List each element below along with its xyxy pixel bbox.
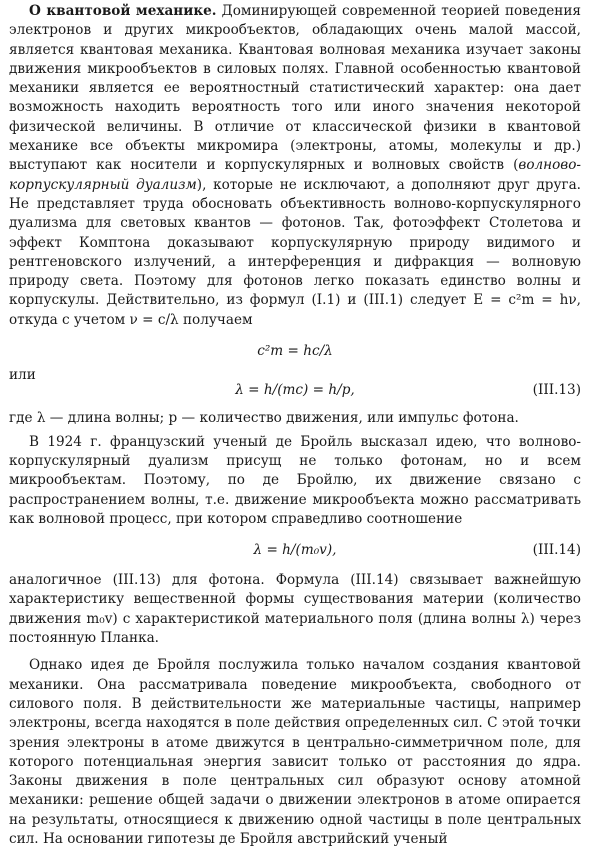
- formula-iii-14-expr: λ = h/(m₀v),: [253, 542, 337, 559]
- paragraph-analogous: аналогичное (III.13) для фотона. Формула (III.14) связывает важнейшую характеристику вещественной формы существования материи (количество движения m₀v) с характеристикой материального поля (длина волны λ) через постоянную Планка.: [9, 572, 581, 647]
- formula-c2m-expr: c²m = hc/λ: [257, 343, 333, 360]
- formula-c2m: [9, 336, 581, 366]
- paragraph-intro-text: Доминирующей современной теорией поведения электронов и других микрообъектов, обладающих очень малой массой, является квантовая механика. Квантовая волновая механика изучает законы движения микрообъектов в силовых полях. Главной особенностью квантовой механики является ее вероятностный статистический характер: она дает возможность находить вероятность того или иного значения некоторой физической величины. В отличие от классической физики в квантовой механике все объекты микромира (электроны, атомы, молекулы и др.) выступают как носители и корпускулярных и волновых свойств (: [9, 3, 582, 174]
- formula-iii-14: [9, 535, 581, 565]
- equation-number-iii-13: (III.13): [532, 382, 581, 399]
- paragraph-intro-end: ), которые не исключают, а дополняют друг друга. Не представляет труда обосновать объективность волново-корпускулярного дуализма для световых квантов — фотонов. Так, фотоэффект Столетова и эффект Комптона доказывают корпускулярную природу видимого и рентгеновского излучений, а интерференция и дифракция — волновую природу света. Поэтому для фотонов легко показать единство волны и корпускулы. Действительно, из формул (I.1) и (III.1) следует E = c²m = hν, откуда с учетом ν = c/λ получаем: [9, 176, 582, 328]
- document-page: [9, 2, 581, 849]
- equation-number-iii-14: (III.14): [532, 542, 581, 559]
- paragraph-quantum-mechanics: Однако идея де Бройля послужила только началом создания квантовой механики. Она рассматривала поведение микрообъекта, свободного от силового поля. В действительности же материальные частицы, например электроны, всегда находятся в поле действия определенных сил. С этой точки зрения электроны в атоме движутся в центрально-симметричном поле, для которого потенциальная энергия зависит только от расстояния до ядра. Законы движения в поле центральных сил образуют основу атомной механики: решение общей задачи о движении электронов в атоме опирается на результаты, относящиеся к движению одной частицы в поле центральных сил. На основании гипотезы де Бройля австрийский ученый: [9, 657, 581, 847]
- paragraph-intro-italic-term: волново-корпускулярный дуализм: [9, 157, 581, 193]
- section-heading: О квантовой механике.: [29, 3, 217, 19]
- paragraph-intro: [9, 2, 581, 330]
- conjunction-or: или: [9, 367, 36, 384]
- formula-iii-13-expr: λ = h/(mc) = h/p,: [235, 382, 355, 399]
- paragraph-de-broglie: В 1924 г. французский ученый де Бройль высказал идею, что волново-корпускулярный дуализм присущ не только фотонам, но и всем микрообъектам. Поэтому, по де Бройлю, их движение связано с распространением волны, т.е. движение микрообъекта можно рассматривать как волновой процесс, при котором справедливо соотношение: [9, 433, 581, 527]
- formula-iii-13: [9, 375, 581, 405]
- paragraph-lambda-definition: где λ — длина волны; p — количество движения, или импульс фотона.: [9, 410, 519, 427]
